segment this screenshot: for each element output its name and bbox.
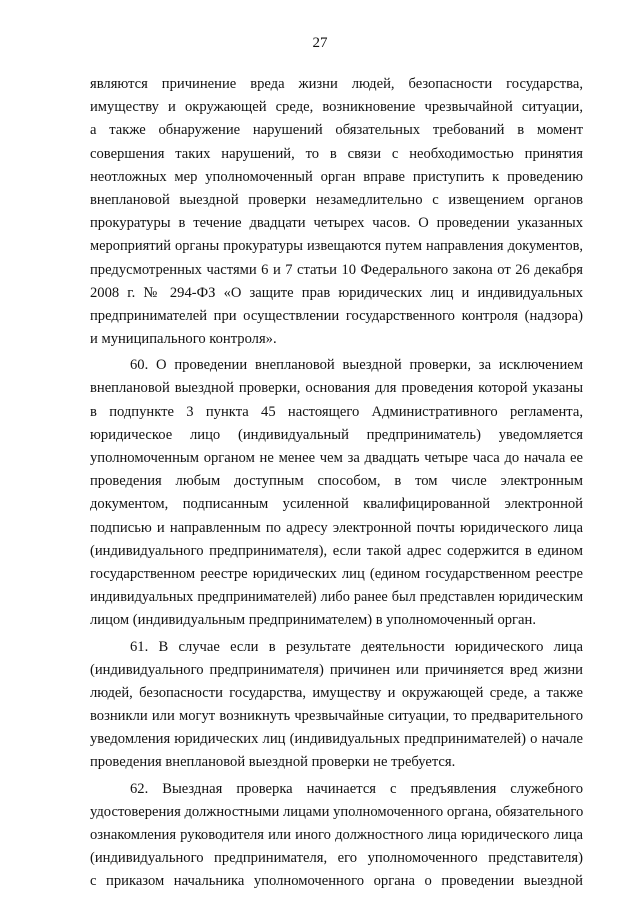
text-line: (индивидуального предпринимателя) причинен или причиняется вред жизни [90,661,583,678]
text-line: 62. Выездная проверка начинается с предъявления служебного [130,780,583,797]
text-line: внеплановой выездной проверки, основания для проведения которой указаны [90,380,583,397]
text-line: предусмотренных частями 6 и 7 статьи 10 Федерального закона от 26 декабря [90,261,583,278]
page-number: 27 [312,35,328,51]
text-line: индивидуальных предпринимателей) либо ранее был представлен юридическим [90,589,583,606]
text-line: лицом (индивидуальным предпринимателем) в уполномоченный орган. [90,612,536,629]
text-line: уполномоченным органом не менее чем за двадцать четыре часа до начала ее [90,450,583,466]
text-line: уведомления юридических лиц (индивидуальных предпринимателей) о начале [90,731,583,748]
text-line: совершения таких нарушений, то в связи с необходимостью принятия [90,145,583,162]
text-line: 61. В случае если в результате деятельности юридического лица [130,638,583,655]
text-line: имуществу и окружающей среде, возникновение чрезвычайной ситуации, [90,99,583,116]
text-line: удостоверения должностными лицами уполномоченного органа, обязательного [90,803,584,820]
text-line: государственном реестре юридических лиц (едином государственном реестре [90,565,583,582]
paragraph [90,73,583,351]
text-line: ознакомления руководителя или иного должностного лица юридического лица [90,827,583,843]
text-line: в подпункте 3 пункта 45 настоящего Административного регламента, [90,403,583,420]
text-line: проведения внеплановой выездной проверки не требуется. [90,754,456,771]
text-line: возникли или могут возникнуть чрезвычайные ситуации, то предварительного [90,708,583,725]
text-line: юридическое лицо (индивидуальный предприниматель) уведомляется [90,426,583,443]
text-line: (индивидуального предпринимателя, его уполномоченного представителя) [90,850,583,867]
text-line: прокуратуры в течение двадцати четырех часов. О проведении указанных [90,215,583,232]
text-line: внеплановой выездной проверки незамедлительно с извещением органов [90,191,583,208]
text-line: являются причинение вреда жизни людей, безопасности государства, [90,76,583,92]
paragraph [90,354,583,632]
paragraph [90,636,583,775]
text-line: неотложных мер уполномоченный орган вправе приступить к проведению [90,168,583,185]
text-line: 60. О проведении внеплановой выездной проверки, за исключением [130,357,583,374]
text-line: документом, подписанным усиленной квалифицированной электронной [90,496,583,513]
text-line: (индивидуального предпринимателя), если такой адрес содержится в едином [90,542,583,559]
text-line: подписью и направленным по адресу электронной почты юридического лица [90,519,583,536]
text-line: проведения любым доступным способом, в том числе электронным [90,473,583,490]
text-line: и муниципального контроля». [90,331,277,348]
text-line: с приказом начальника уполномоченного органа о проведении выездной [90,873,583,890]
text-line: мероприятий органы прокуратуры извещаются путем направления документов, [90,238,583,255]
text-line: а также обнаружение нарушений обязательных требований в момент [90,122,583,139]
paragraph [90,778,583,894]
text-line: людей, безопасности государства, имуществу и окружающей среде, а также [90,684,583,701]
text-line: 2008 г. № 294-ФЗ «О защите прав юридических лиц и индивидуальных [90,284,583,301]
text-line: предпринимателей при осуществлении государственного контроля (надзора) [90,307,583,324]
document-body [90,73,583,894]
